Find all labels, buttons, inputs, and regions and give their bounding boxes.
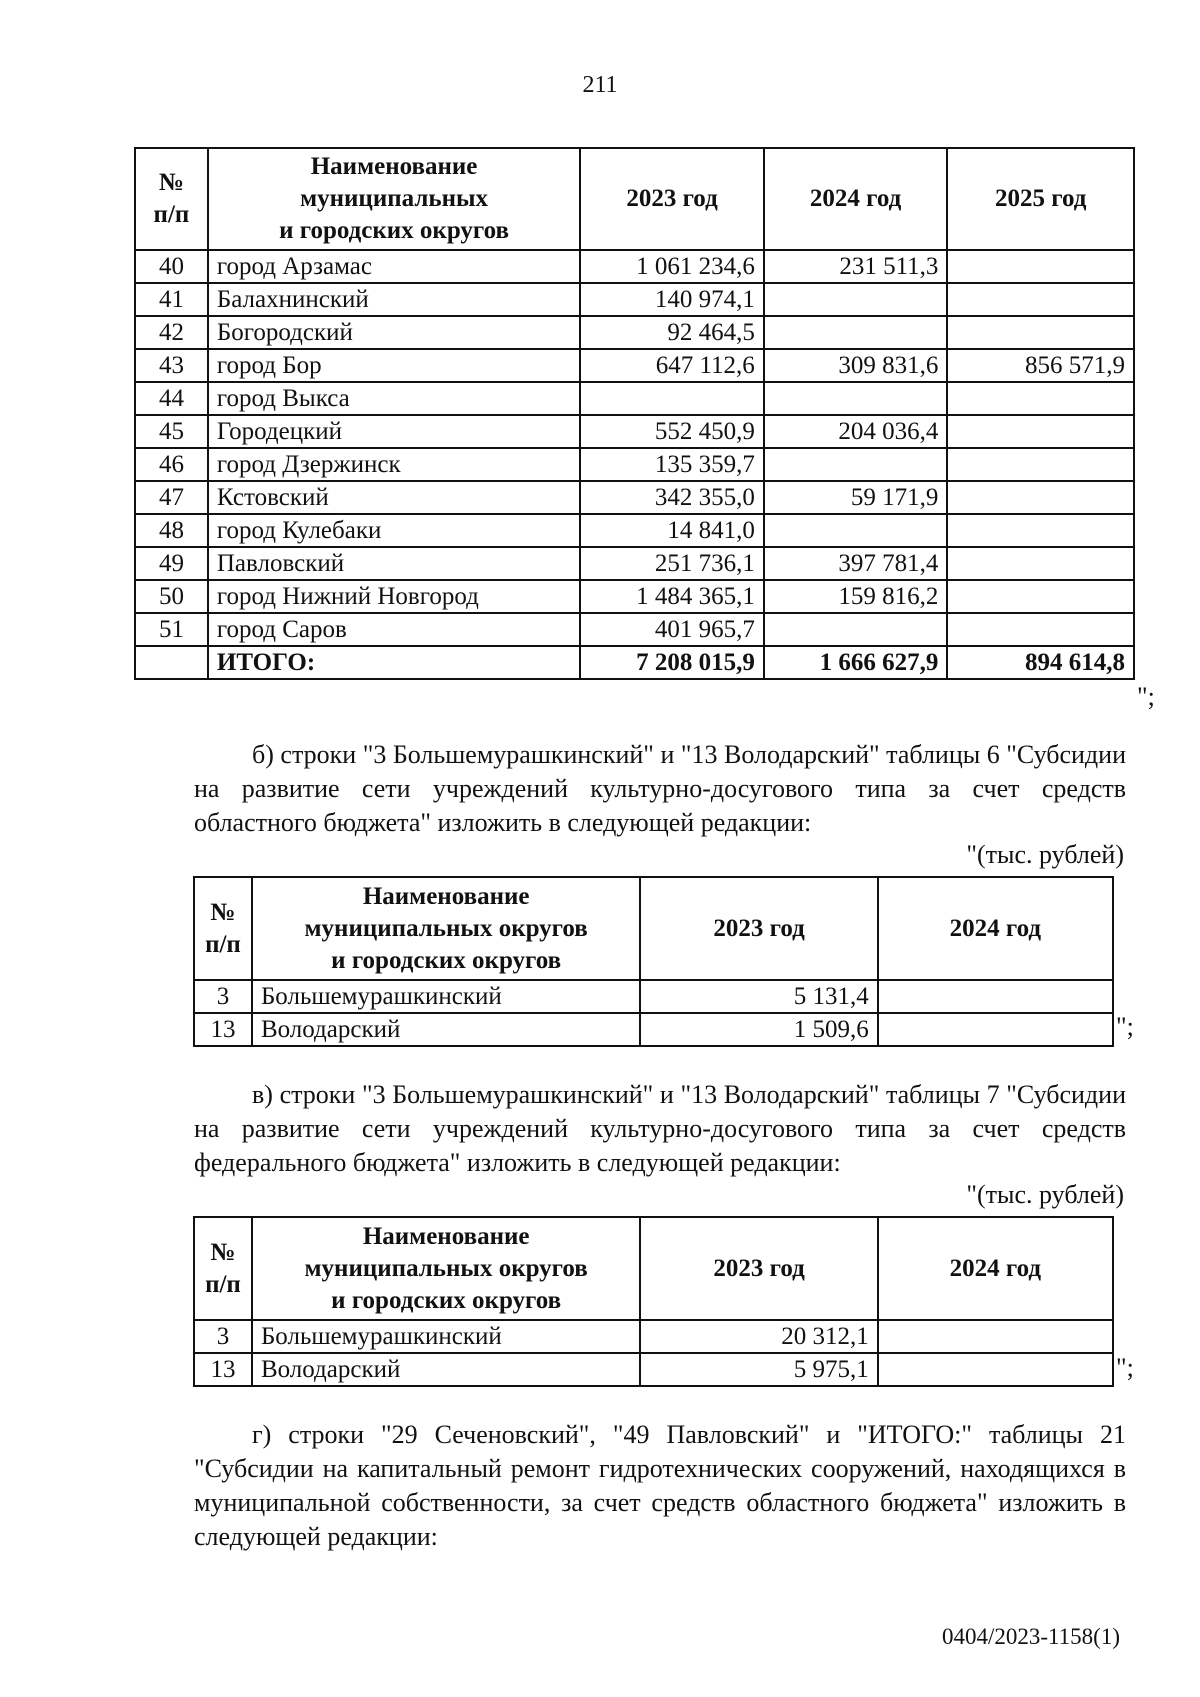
table-row	[135, 415, 1134, 448]
cell-y2025	[947, 283, 1134, 316]
total-label: ИТОГО:	[208, 646, 580, 679]
paragraph-b: б) строки "3 Большемурашкинский" и "13 Володарский" таблицы 6 "Субсидии на развитие сети учреждений культурно-досугового типа за счет средств областного бюджета" изложить в следующей редакции:	[194, 740, 1126, 837]
table-row	[135, 382, 1134, 415]
cell-y2024: 397 781,4	[764, 547, 948, 580]
table-row	[135, 481, 1134, 514]
table-row	[194, 1353, 1113, 1386]
header-2023: 2023 год	[640, 1217, 877, 1320]
table-row	[135, 580, 1134, 613]
cell-name: город Бор	[208, 349, 580, 382]
cell-y2024	[878, 1013, 1113, 1046]
cell-y2023: 401 965,7	[580, 613, 764, 646]
cell-num: 51	[135, 613, 208, 646]
cell-num: 48	[135, 514, 208, 547]
cell-num: 13	[194, 1013, 252, 1046]
cell-y2025	[947, 580, 1134, 613]
header-num: № п/п	[194, 1217, 252, 1320]
cell-y2023: 5 975,1	[640, 1353, 877, 1386]
cell-num: 49	[135, 547, 208, 580]
cell-name: город Выкса	[208, 382, 580, 415]
cell-name: город Нижний Новгород	[208, 580, 580, 613]
cell-y2023	[580, 382, 764, 415]
cell-y2024	[764, 448, 948, 481]
cell-y2025	[947, 514, 1134, 547]
cell-num: 13	[194, 1353, 252, 1386]
cell-y2024	[878, 1353, 1113, 1386]
cell-num: 50	[135, 580, 208, 613]
cell-y2024	[764, 316, 948, 349]
cell-y2024: 59 171,9	[764, 481, 948, 514]
table-row	[135, 283, 1134, 316]
table3-end-mark: ";	[1116, 1353, 1134, 1382]
header-name: Наименование муниципальных округов и городских округов	[252, 1217, 640, 1320]
cell-y2025	[947, 613, 1134, 646]
cell-y2023: 647 112,6	[580, 349, 764, 382]
cell-y2023: 1 061 234,6	[580, 250, 764, 283]
cell-name: город Дзержинск	[208, 448, 580, 481]
cell-y2024: 231 511,3	[764, 250, 948, 283]
cell-num: 47	[135, 481, 208, 514]
cell-y2025	[947, 481, 1134, 514]
header-2025: 2025 год	[947, 148, 1134, 250]
cell-num: 41	[135, 283, 208, 316]
table-row	[194, 980, 1113, 1013]
cell-y2023: 342 355,0	[580, 481, 764, 514]
table-row	[194, 1320, 1113, 1353]
cell-y2025	[947, 382, 1134, 415]
cell-y2023: 140 974,1	[580, 283, 764, 316]
header-name: Наименование муниципальных и городских округов	[208, 148, 580, 250]
cell-name: Городецкий	[208, 415, 580, 448]
header-name: Наименование муниципальных округов и городских округов	[252, 877, 640, 980]
cell-y2024: 309 831,6	[764, 349, 948, 382]
cell-num: 43	[135, 349, 208, 382]
cell-name: город Кулебаки	[208, 514, 580, 547]
table2-end-mark: ";	[1116, 1012, 1134, 1041]
cell-y2025	[947, 415, 1134, 448]
cell-num: 42	[135, 316, 208, 349]
cell-num: 46	[135, 448, 208, 481]
cell-name: Володарский	[252, 1353, 640, 1386]
table-row	[135, 514, 1134, 547]
cell-name: город Саров	[208, 613, 580, 646]
cell-num: 44	[135, 382, 208, 415]
cell-num: 3	[194, 1320, 252, 1353]
table-row	[135, 547, 1134, 580]
cell-y2024: 159 816,2	[764, 580, 948, 613]
cell-name: Павловский	[208, 547, 580, 580]
table1-end-mark: ";	[1137, 682, 1155, 711]
cell-name: Большемурашкинский	[252, 1320, 640, 1353]
total-y2025: 894 614,8	[947, 646, 1134, 679]
header-2024: 2024 год	[878, 877, 1113, 980]
table-culture-regional	[193, 876, 1114, 1047]
cell-y2023: 1 509,6	[640, 1013, 877, 1046]
cell-y2025: 856 571,9	[947, 349, 1134, 382]
table-culture-federal	[193, 1216, 1114, 1387]
page-number: 211	[582, 72, 618, 98]
unit-label-v: "(тыс. рублей)	[966, 1180, 1124, 1209]
cell-name: город Арзамас	[208, 250, 580, 283]
cell-name: Балахнинский	[208, 283, 580, 316]
cell-y2023: 135 359,7	[580, 448, 764, 481]
cell-num: 40	[135, 250, 208, 283]
cell-y2023: 92 464,5	[580, 316, 764, 349]
header-2024: 2024 год	[878, 1217, 1113, 1320]
cell-y2023: 14 841,0	[580, 514, 764, 547]
cell-y2024	[878, 980, 1113, 1013]
cell-y2024	[764, 283, 948, 316]
header-2023: 2023 год	[580, 148, 764, 250]
cell-y2023: 251 736,1	[580, 547, 764, 580]
cell-num: 45	[135, 415, 208, 448]
cell-num	[135, 646, 208, 679]
cell-y2024	[764, 514, 948, 547]
header-num: № п/п	[135, 148, 208, 250]
total-row	[135, 646, 1134, 679]
cell-y2024: 204 036,4	[764, 415, 948, 448]
paragraph-g: г) строки "29 Сеченовский", "49 Павловский" и "ИТОГО:" таблицы 21 "Субсидии на капитальный ремонт гидротехнических сооружений, находящихся в муниципальной собственности, за счет средств областного бюджета" изложить в следующей редакции:	[194, 1420, 1126, 1551]
cell-name: Володарский	[252, 1013, 640, 1046]
header-2023: 2023 год	[640, 877, 877, 980]
unit-label-b: "(тыс. рублей)	[966, 840, 1124, 869]
cell-y2025	[947, 547, 1134, 580]
total-y2023: 7 208 015,9	[580, 646, 764, 679]
document-code: 0404/2023-1158(1)	[941, 1624, 1120, 1649]
paragraph-v: в) строки "3 Большемурашкинский" и "13 Володарский" таблицы 7 "Субсидии на развитие сети учреждений культурно-досугового типа за счет средств федерального бюджета" изложить в следующей редакции:	[194, 1080, 1126, 1177]
table-row	[135, 250, 1134, 283]
header-2024: 2024 год	[764, 148, 948, 250]
cell-y2025	[947, 316, 1134, 349]
cell-y2023: 5 131,4	[640, 980, 877, 1013]
total-y2024: 1 666 627,9	[764, 646, 948, 679]
table-subsidies-main	[134, 147, 1135, 680]
table-row	[135, 448, 1134, 481]
cell-y2023: 1 484 365,1	[580, 580, 764, 613]
header-num: № п/п	[194, 877, 252, 980]
cell-name: Большемурашкинский	[252, 980, 640, 1013]
table-row	[135, 316, 1134, 349]
cell-name: Кстовский	[208, 481, 580, 514]
cell-num: 3	[194, 980, 252, 1013]
cell-y2025	[947, 448, 1134, 481]
cell-y2024	[878, 1320, 1113, 1353]
table-row	[194, 1013, 1113, 1046]
cell-name: Богородский	[208, 316, 580, 349]
cell-y2023: 20 312,1	[640, 1320, 877, 1353]
cell-y2025	[947, 250, 1134, 283]
table-row	[135, 349, 1134, 382]
cell-y2024	[764, 613, 948, 646]
table-row	[135, 613, 1134, 646]
cell-y2024	[764, 382, 948, 415]
cell-y2023: 552 450,9	[580, 415, 764, 448]
